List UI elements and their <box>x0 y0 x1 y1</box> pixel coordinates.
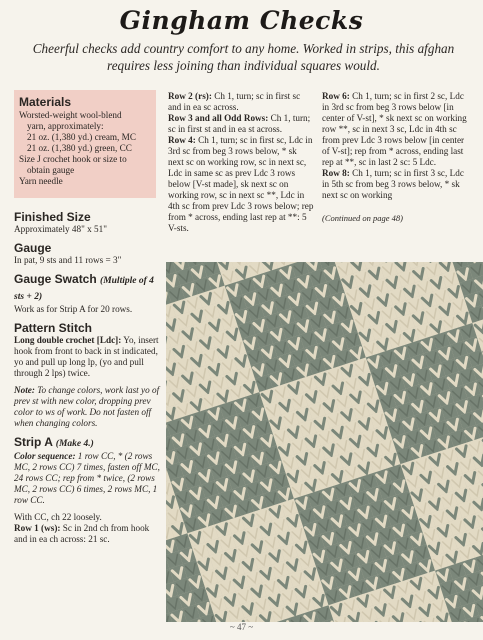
color-sequence <box>14 451 160 506</box>
gauge-heading: Gauge <box>14 241 52 255</box>
materials-line: 21 oz. (1,380 yd.) green, CC <box>27 143 132 153</box>
afghan-photo <box>166 262 483 622</box>
pattern-stitch-heading: Pattern Stitch <box>14 321 93 335</box>
materials-box <box>14 90 156 198</box>
row1-text <box>14 523 160 545</box>
finished-size-text: Approximately 48" x 51" <box>14 224 107 234</box>
materials-line: Yarn needle <box>19 176 63 186</box>
intro-text: Cheerful checks add country comfort to any home. Worked in strips, this afghan requires less joining than individual squares would. <box>32 41 455 73</box>
row8-text <box>322 168 472 201</box>
middle-column <box>168 91 314 234</box>
continued-note: (Continued on page 48) <box>322 213 403 223</box>
row3-text <box>168 113 314 135</box>
right-column <box>322 91 472 223</box>
row2-body: Ch 1, turn; sc in first sc and in ea sc across. <box>168 91 301 112</box>
note-body: To change colors, work last yo of prev st with new color, dropping prev color to ws of work. Do not fasten off when changing colors. <box>14 385 160 428</box>
row2-text <box>168 91 314 113</box>
gauge-swatch-text: Work as for Strip A for 20 rows. <box>14 304 133 314</box>
finished-size-heading: Finished Size <box>14 210 91 224</box>
page-number-text: ~ 47 ~ <box>229 622 254 632</box>
ldc-definition: Yo, insert hook from front to back in st indicated, yo and pull up long lp, (yo and pull through 2 lps) twice. <box>14 335 159 378</box>
pattern-stitch-text <box>14 335 160 379</box>
row4-label: Row 4: <box>168 135 196 145</box>
materials-line: Worsted-weight wool-blend <box>19 110 122 120</box>
materials-line: obtain gauge <box>27 165 75 175</box>
row4-text <box>168 135 314 234</box>
gauge-text: In pat, 9 sts and 11 rows = 3" <box>14 255 122 265</box>
page-title: Gingham Checks <box>119 6 364 35</box>
row4-body: Ch 1, turn; sc in first sc, Ldc in 3rd sc from beg 3 rows below, * sk next sc on working row, sc in next sc, Ldc in same sc as prev Ldc 3 rows below [V-st made], sk next sc on working row, sc in next sc **, Ldc in 4th sc from prev Ldc 3 rows below; rep from * across, ending last rep at **: 5 V-sts. <box>168 135 314 233</box>
left-column <box>14 204 160 545</box>
row1-body: Sc in 2nd ch from hook and in ea ch across: 21 sc. <box>14 523 150 544</box>
gauge-swatch-heading <box>14 272 160 304</box>
color-sequence-label: Color sequence: <box>14 451 76 461</box>
page-number <box>0 622 483 632</box>
materials-line: Size J crochet hook or size to <box>19 154 127 164</box>
gauge-swatch-note: (Multiple of 4 sts + 2) <box>14 276 154 302</box>
color-sequence-text: 1 row CC, * (2 rows MC, 2 rows CC) 7 times, fasten off MC, 24 rows CC; rep from * twice, (2 rows MC, 2 rows CC) 6 times, 2 rows MC, 1 row CC. <box>14 451 160 505</box>
row2-label: Row 2 (rs): <box>168 91 212 101</box>
strip-a-title: Strip A <box>14 435 53 449</box>
gauge-swatch-title: Gauge Swatch <box>14 272 97 286</box>
materials-line: yarn, approximately: <box>27 121 104 131</box>
row6-text <box>322 91 472 168</box>
note-text <box>14 385 160 429</box>
row3-label: Row 3 and all Odd Rows: <box>168 113 269 123</box>
row6-body: Ch 1, turn; sc in first 2 sc, Ldc in 3rd sc from beg 3 rows below [in center of V-st], * sk next sc on working row **, sc in next 3 sc, Ldc in 4th sc from prev Ldc 3 rows below [in center of V-st]; rep from * across, ending last rep at **, sc in last 2 sc: 5 Ldc. <box>322 91 467 167</box>
afghan-pattern-image <box>166 262 483 622</box>
row8-label: Row 8: <box>322 168 350 178</box>
strip-a-heading <box>14 435 160 451</box>
row1-label: Row 1 (ws): <box>14 523 61 533</box>
chain-text: With CC, ch 22 loosely. <box>14 512 102 522</box>
materials-heading: Materials <box>19 95 72 109</box>
ldc-term: Long double crochet [Ldc]: <box>14 335 122 345</box>
row6-label: Row 6: <box>322 91 350 101</box>
materials-line: 21 oz. (1,380 yd.) cream, MC <box>27 132 136 142</box>
strip-a-note: (Make 4.) <box>55 439 94 449</box>
row8-body: Ch 1, turn; sc in first 3 sc, Ldc in 5th sc from beg 3 rows below, * sk next sc on working <box>322 168 464 200</box>
row3-body: Ch 1, turn; sc in first st and in ea st across. <box>168 113 311 134</box>
note-label: Note: <box>14 385 35 395</box>
